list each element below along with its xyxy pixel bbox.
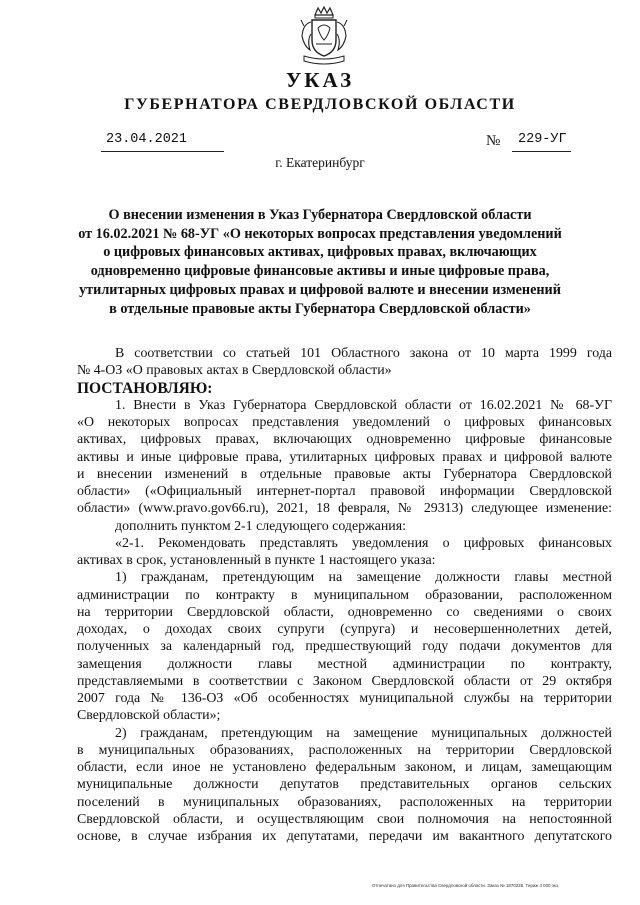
body-line: в муниципальных образованиях, расположенных на территории Свердловской <box>77 742 612 758</box>
decree-date-field <box>101 132 224 152</box>
body-line: полученных за календарный год, предшествующий году подачи документов для <box>77 639 612 655</box>
body-line: и внесении изменений в отдельные правовые акты Губернатора Свердловской <box>77 466 612 482</box>
body-line: поселений в муниципальных образованиях, расположенных на территории <box>77 794 612 810</box>
body-line: 1) гражданам, претендующим на замещение должности главы местной <box>115 570 612 586</box>
body-line: области» («Официальный интернет-портал правовой информации Свердловской <box>77 484 612 499</box>
body-line: Свердловской области»; <box>77 708 221 724</box>
decree-word: ПОСТАНОВЛЯЮ: <box>77 379 213 397</box>
title-line: О внесении изменения в Указ Губернатора Свердловской области <box>108 207 532 223</box>
body-line: Свердловской области, и осуществляющим свои полномочия на непостоянной <box>77 811 612 827</box>
decree-body <box>77 345 612 845</box>
title-line: от 16.02.2021 № 68-УГ «О некоторых вопросах представления уведомлений <box>78 225 562 242</box>
decree-date: 23.04.2021 <box>106 132 188 147</box>
decree-title <box>72 206 568 318</box>
body-line: области, если иное не установлено федеральным законом, и лицам, замещающим <box>77 760 612 775</box>
print-footer: Отпечатано для Правительства Свердловской области. Заказ № 1870238. Тираж 4 000 экз. <box>372 883 560 888</box>
body-line: 2007 года № 136-ОЗ «Об особенностях муниципальной службы на территории <box>77 691 612 706</box>
number-sign: № <box>486 133 501 149</box>
city: г. Екатеринбург <box>275 155 365 170</box>
body-line: 1. Внести в Указ Губернатора Свердловской области от 16.02.2021 № 68-УГ <box>115 397 612 413</box>
body-line: дополнить пунктом 2-1 следующего содержания: <box>115 518 406 534</box>
coat-of-arms-icon <box>298 6 350 68</box>
body-line: замещения должности главы местной администрации по контракту, <box>77 656 612 672</box>
body-line: активы и иные цифровые права, утилитарных цифровых правах и цифровой валюте <box>77 449 612 465</box>
body-line: активах в срок, установленный в пункте 1 настоящего указа: <box>77 553 436 568</box>
body-line: представляемыми в соответствии с Законом Свердловской области от 29 октября <box>77 673 612 689</box>
body-line: № 4-ОЗ «О правовых актах в Свердловской области» <box>77 363 392 379</box>
body-line: 2) гражданам, претендующим на замещение муниципальных должностей <box>115 725 612 741</box>
body-line: муниципальные должности депутатов представительных органов сельских <box>77 777 612 793</box>
body-line: области» (www.pravo.gov66.ru), 2021, 18 февраля, № 29313) следующее изменение: <box>77 501 612 517</box>
body-line: основе, в случае избрания их депутатами, передачи им вакантного депутатского <box>77 829 612 844</box>
title-line: в отдельные правовые акты Губернатора Свердловской области» <box>109 300 531 317</box>
title-line: одновременно цифровые финансовые активы и иные цифровые права, <box>90 263 550 280</box>
title-line: утилитарных цифровых правах и цифровой валюте и внесении изменений <box>79 281 561 298</box>
body-line: «2-1. Рекомендовать представлять уведомления о цифровых финансовых <box>115 535 612 551</box>
decree-number-field <box>512 132 571 152</box>
title-line: о цифровых финансовых активах, цифровых правах, включающих <box>103 244 537 261</box>
body-line: активах, цифровых правах, включающих одновременно цифровые финансовые <box>77 432 612 448</box>
issuing-authority: ГУБЕРНАТОРА СВЕРДЛОВСКОЙ ОБЛАСТИ <box>124 96 516 113</box>
decree-number: 229-УГ <box>518 132 567 147</box>
body-line: на территории Свердловской области, одновременно со сведениями о своих <box>77 604 612 620</box>
body-line: администрации по контракту в муниципальном образовании, расположенном <box>77 587 612 603</box>
document-type: УКАЗ <box>285 68 355 92</box>
body-line: доходах, о доходах своих супруги (супруга) и несовершеннолетних детей, <box>77 622 612 637</box>
body-line: В соответствии со статьей 101 Областного закона от 10 марта 1999 года <box>115 346 612 361</box>
body-line: «О некоторых вопросах представления уведомлений о цифровых финансовых <box>77 415 612 430</box>
